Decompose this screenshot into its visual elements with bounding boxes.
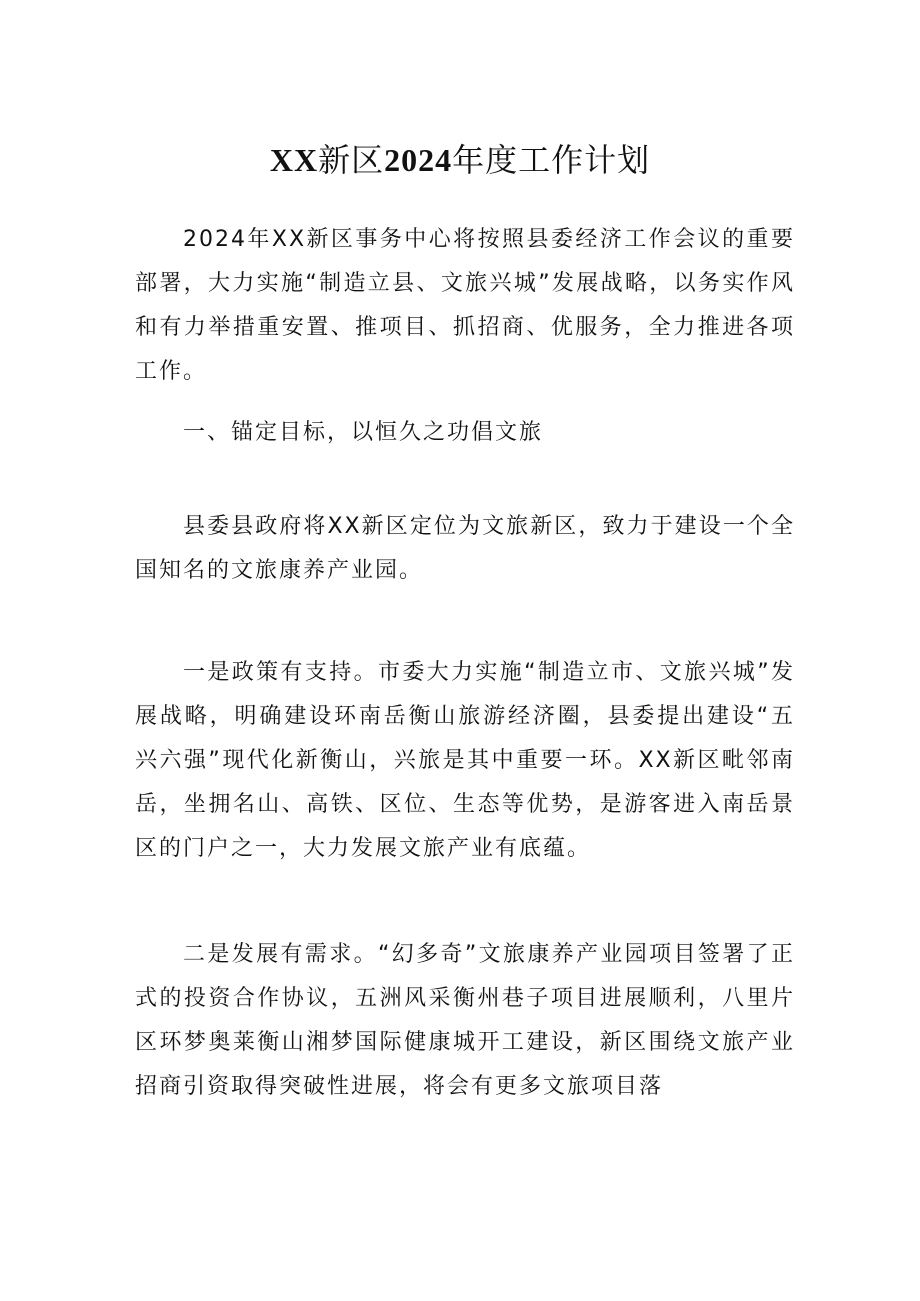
title-part-2: 年度工作计划: [452, 141, 651, 179]
positioning-paragraph: 县委县政府将XX新区定位为文旅新区，致力于建设一个全国知名的文旅康养产业园。: [135, 514, 795, 583]
intro-paragraph: 2024年XX新区事务中心将按照县委经济工作会议的重要部署，大力实施“制造立县、文旅兴城”发展战略，以务实作风和有力举措重安置、推项目、抓招商、优服务，全力推进各项工作。: [135, 227, 795, 384]
document-title: [0, 135, 920, 185]
title-part-1: 新区: [318, 141, 385, 179]
title-year: 2024: [384, 142, 453, 178]
section-heading-one: 一、锚定目标，以恒久之功倡文旅: [183, 420, 544, 445]
title-prefix: XX: [269, 142, 319, 178]
policy-support-paragraph: 一是政策有支持。市委大力实施“制造立市、文旅兴城”发展战略，明确建设环南岳衡山旅游经济圈，县委提出建设“五兴六强”现代化新衡山，兴旅是其中重要一环。XX新区毗邻南岳，坐拥名山、高铁、区位、生态等优势，是游客进入南岳景区的门户之一，大力发展文旅产业有底蕴。: [135, 660, 795, 861]
development-demand-paragraph: 二是发展有需求。“幻多奇”文旅康养产业园项目签署了正式的投资合作协议，五洲风采衡州巷子项目进展顺利，八里片区环梦奥莱衡山湘梦国际健康城开工建设，新区围绕文旅产业招商引资取得突破性进展，将会有更多文旅项目落: [135, 942, 795, 1099]
